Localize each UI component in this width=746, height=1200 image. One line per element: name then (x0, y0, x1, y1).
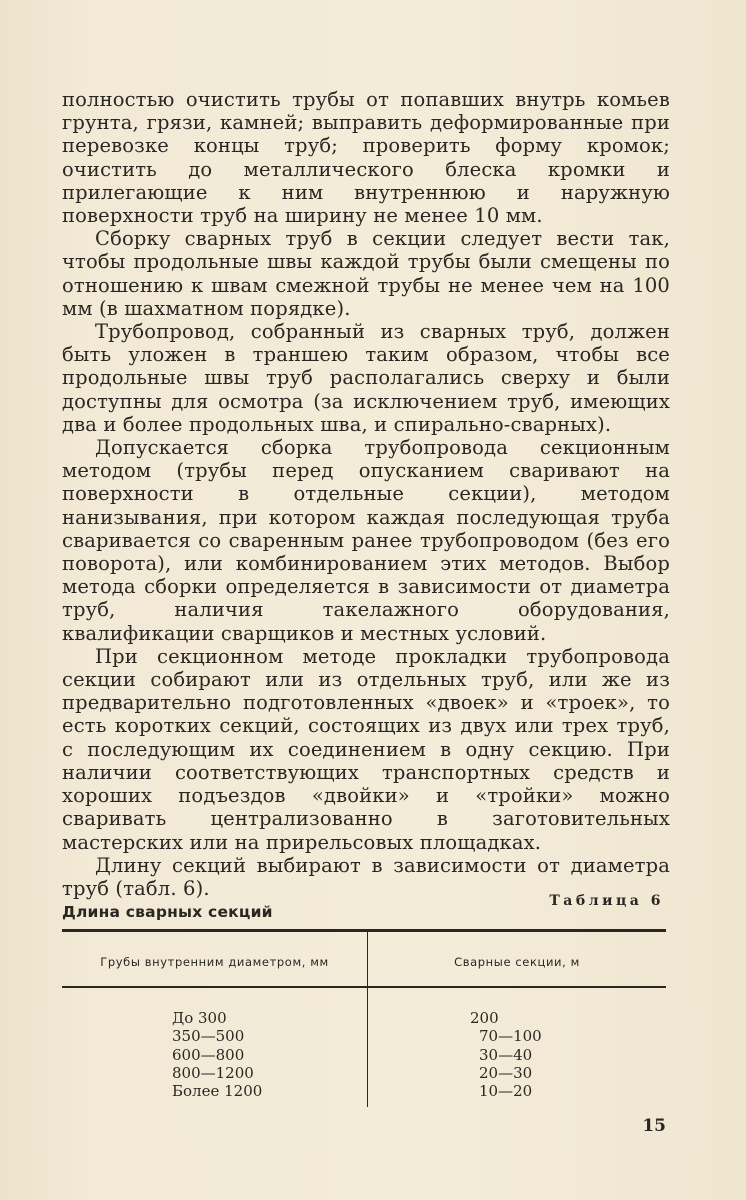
table-cell-diameter: 600—800 (172, 1045, 245, 1064)
page-number: 15 (642, 1116, 666, 1136)
table-cell-diameter: 350—500 (172, 1027, 245, 1046)
table-cell-length: 70—100 (479, 1027, 542, 1046)
body-text (62, 88, 670, 900)
table-cell-length: 20—30 (479, 1063, 533, 1082)
table-cell-length: 30—40 (479, 1045, 533, 1064)
table-cell-diameter: До 300 (172, 1009, 227, 1027)
paragraph-weld-offset: Сборку сварных труб в секции следует вести так, чтобы продольные швы каждой трубы были смещены по отношению к швам смежной трубы не менее чем на 100 мм (в шахматном порядке). (62, 227, 670, 320)
table-cell-length: 10—20 (479, 1082, 533, 1101)
paragraph-section-length: Длину секций выбирают в зависимости от диаметра труб (табл. 6). (62, 853, 670, 900)
table-top-rule (62, 929, 666, 932)
table-column-diameter (172, 1009, 262, 1100)
paragraph-section-method: При секционном методе прокладки трубопровода секции собирают или из отдельных труб, или же из предварительно подготовленных «двоек» и «троек», то есть коротких секций, состоящих из двух или трех труб, с последующим их соединением в одну секцию. При наличии соответствующих транспортных средств и хороших подъездов «двойки» и «тройки» можно сваривать централизованно в заготовительных мастерских или на прирельсовых площадках. (62, 644, 670, 854)
table-number-label: Таблица 6 (549, 893, 664, 909)
table-header-rule (62, 986, 666, 988)
paragraph-assembly-methods: Допускается сборка трубопровода секционным методом (трубы перед опусканием сваривают на поверхности в отдельные секции), методом нанизывания, при котором каждая последующая труба сваривается со сваренным ранее трубопроводом (без его поворота), или комбинированием этих методов. Выбор метода сборки определяется в зависимости от диаметра труб, наличия такелажного оборудования, квалификации сварщиков и местных условий. (62, 436, 670, 645)
paragraph-continuation: полностью очистить трубы от попавших внутрь комьев грунта, грязи, камней; выправить деформированные при перевозке концы труб; проверить форму кромок; очистить до металлического блеска кромки и прилегающие к ним внутреннюю и наружную поверхности труб на ширину не менее 10 мм. (62, 88, 670, 228)
table-cell-length: 200 (470, 1009, 499, 1027)
table-header-diameter: Грубы внутренним диаметром, мм (100, 955, 329, 969)
table-title: Длина сварных секций (62, 903, 273, 921)
table-header-section-length: Сварные секции, м (454, 955, 580, 969)
table-cell-diameter: 800—1200 (172, 1063, 254, 1082)
paragraph-trench-laying: Трубопровод, собранный из сварных труб, должен быть уложен в траншею таким образом, чтобы все продольные швы труб располагались сверху и были доступны для осмотра (за исключением труб, имеющих два и более продольных шва, и спирально-сварных). (62, 320, 670, 436)
table-column-section-length (470, 1009, 542, 1100)
table-cell-diameter: Более 1200 (172, 1082, 263, 1101)
section-length-table (62, 929, 666, 1109)
